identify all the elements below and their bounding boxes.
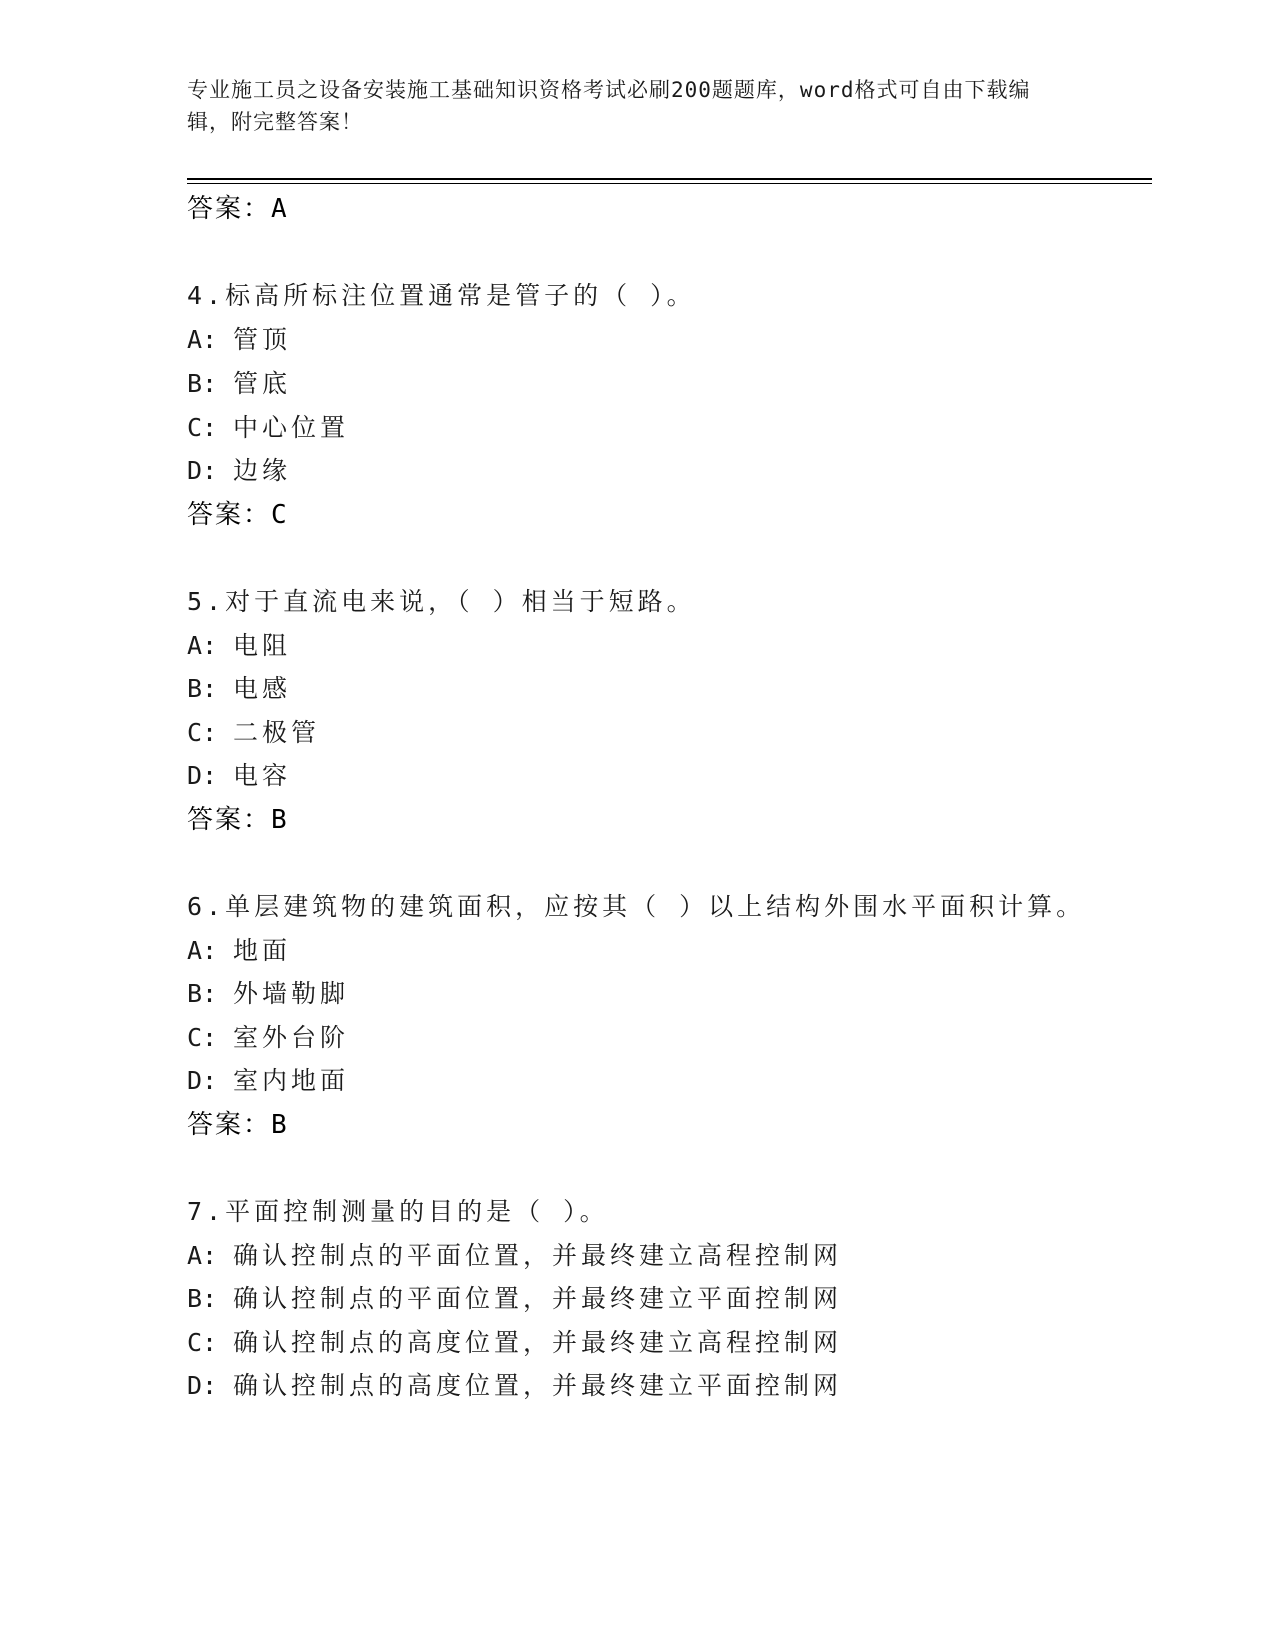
question-5-option-d bbox=[187, 757, 291, 795]
question-7-option-d bbox=[187, 1367, 842, 1405]
question-4-answer: 答案：C bbox=[187, 500, 289, 530]
question-5-answer: 答案：B bbox=[187, 805, 289, 835]
option-text: 室外台阶 bbox=[233, 1023, 350, 1052]
header-divider-thin bbox=[187, 183, 1152, 184]
option-text: 中心位置 bbox=[233, 413, 350, 442]
option-text: 二极管 bbox=[233, 718, 321, 747]
option-letter: B: bbox=[187, 369, 218, 398]
option-letter: A: bbox=[187, 1241, 218, 1270]
question-4-stem: 4.标高所标注位置通常是管子的（ ）。 bbox=[187, 281, 696, 310]
option-letter: C: bbox=[187, 1023, 218, 1052]
option-text: 确认控制点的平面位置，并最终建立平面控制网 bbox=[233, 1284, 843, 1313]
question-5-option-a bbox=[187, 627, 291, 665]
option-letter: B: bbox=[187, 1284, 218, 1313]
option-letter: C: bbox=[187, 1328, 218, 1357]
option-letter: A: bbox=[187, 325, 218, 354]
question-6-option-b bbox=[187, 975, 349, 1013]
option-text: 边缘 bbox=[233, 456, 292, 485]
question-4-option-d bbox=[187, 452, 291, 490]
question-7-option-b bbox=[187, 1280, 842, 1318]
question-7-stem: 7.平面控制测量的目的是（ ）。 bbox=[187, 1197, 609, 1226]
option-text: 管底 bbox=[233, 369, 292, 398]
question-7-option-a bbox=[187, 1237, 842, 1275]
option-text: 电阻 bbox=[233, 631, 292, 660]
option-letter: C: bbox=[187, 413, 218, 442]
option-text: 电感 bbox=[233, 674, 292, 703]
option-text: 电容 bbox=[233, 761, 292, 790]
question-6-stem: 6.单层建筑物的建筑面积，应按其（ ）以上结构外围水平面积计算。 bbox=[187, 892, 1086, 921]
question-5-option-b bbox=[187, 670, 291, 708]
option-letter: A: bbox=[187, 631, 218, 660]
option-letter: D: bbox=[187, 1066, 218, 1095]
option-text: 管顶 bbox=[233, 325, 292, 354]
question-4-option-c bbox=[187, 409, 349, 447]
question-5-option-c bbox=[187, 714, 320, 752]
question-4-option-b bbox=[187, 365, 291, 403]
question-6-option-a bbox=[187, 932, 291, 970]
option-text: 室内地面 bbox=[233, 1066, 350, 1095]
previous-answer: 答案：A bbox=[187, 194, 289, 224]
option-letter: D: bbox=[187, 1371, 218, 1400]
question-6-answer: 答案：B bbox=[187, 1110, 289, 1140]
option-text: 确认控制点的高度位置，并最终建立平面控制网 bbox=[233, 1371, 843, 1400]
option-letter: A: bbox=[187, 936, 218, 965]
option-letter: B: bbox=[187, 979, 218, 1008]
option-letter: D: bbox=[187, 456, 218, 485]
option-letter: D: bbox=[187, 761, 218, 790]
option-letter: C: bbox=[187, 718, 218, 747]
option-text: 确认控制点的高度位置，并最终建立高程控制网 bbox=[233, 1328, 843, 1357]
question-4-option-a bbox=[187, 321, 291, 359]
question-6-option-d bbox=[187, 1062, 349, 1100]
option-text: 外墙勒脚 bbox=[233, 979, 350, 1008]
header-divider-thick bbox=[187, 178, 1152, 180]
option-text: 确认控制点的平面位置，并最终建立高程控制网 bbox=[233, 1241, 843, 1270]
document-header: 专业施工员之设备安装施工基础知识资格考试必刷200题题库，word格式可自由下载编辑，附完整答案！ bbox=[187, 78, 1031, 134]
question-7-option-c bbox=[187, 1324, 842, 1362]
option-letter: B: bbox=[187, 674, 218, 703]
question-5-stem: 5.对于直流电来说，（ ）相当于短路。 bbox=[187, 587, 696, 616]
option-text: 地面 bbox=[233, 936, 292, 965]
question-6-option-c bbox=[187, 1019, 349, 1057]
